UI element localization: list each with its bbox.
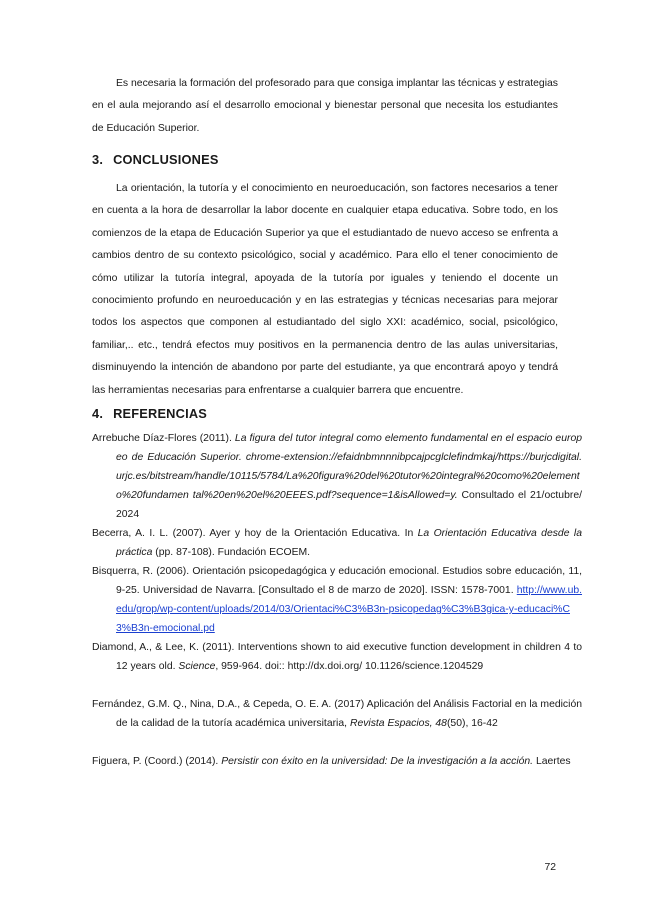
ref-diamond-text: Diamond, A., & Lee, K. (2011). Interventions shown to aid executive function development in children 4 to 12 years old. xyxy=(92,642,582,672)
conclusions-number: 3. xyxy=(92,152,104,167)
ref-arrebuche-title: La figura del tutor integral como elemento fundamental en el espacio europeo de Educación Superior. chrome-extension://efaidnbmnnnibpcajpcglclefindmkaj/https://burjcdigital.urjc.es/bitstream/handle/10115/5784/La%20figura%20del%20tutor%20integral%20como%20elemento%20fundamen tal%20en%20el%20EEES.pdf?sequence=1&isAllowed=y. xyxy=(116,433,583,501)
ref-becerra-pages: (pp. 87-108). Fundación ECOEM. xyxy=(155,547,311,558)
page-number: 72 xyxy=(544,862,556,873)
ref-diamond-journal: Science xyxy=(178,661,216,672)
reference-diamond xyxy=(92,638,582,676)
ref-diamond-doi: , 959-964. doi:: http://dx.doi.org/ 10.1126/science.1204529 xyxy=(215,661,484,672)
conclusions-heading xyxy=(92,152,219,167)
references-number: 4. xyxy=(92,406,104,421)
ref-bisquerra-text: Bisquerra, R. (2006). Orientación psicopedagógica y educación emocional. Estudios sobre educación, 11, 9-25. Universidad de Navarra. [Consultado el 8 de marzo de 2020]. ISSN: 1578-7001. xyxy=(92,566,582,596)
references-heading xyxy=(92,406,207,421)
ref-figuera-text: Figuera, P. (Coord.) (2014). xyxy=(92,756,219,767)
references-title: REFERENCIAS xyxy=(113,406,207,421)
conclusions-title: CONCLUSIONES xyxy=(113,152,219,167)
reference-becerra xyxy=(92,524,582,562)
ref-bisquerra-link[interactable]: http://www.ub.edu/grop/wp-content/uploads/2014/03/Orientaci%C3%B3n-psicopedag%C3%B3gica-y-educaci%C3%B3n-emocional.pd xyxy=(116,585,583,634)
intro-paragraph: Es necesaria la formación del profesorado para que consiga implantar las técnicas y estrategias en el aula mejorando así el desarrollo emocional y bienestar personal que necesita los estudiantes de Educación Superior. xyxy=(92,78,558,134)
ref-fernandez-journal: Revista Espacios, 48 xyxy=(349,718,447,729)
reference-bisquerra xyxy=(92,562,582,638)
ref-becerra-book: La Orientación Educativa desde la práctica xyxy=(116,528,582,558)
reference-arrebuche xyxy=(92,429,582,524)
reference-figuera xyxy=(92,752,582,771)
ref-becerra-text: Becerra, A. I. L. (2007). Ayer y hoy de la Orientación Educativa. In xyxy=(92,528,414,539)
ref-figuera-publisher: Laertes xyxy=(535,756,571,767)
ref-fernandez-pages: (50), 16-42 xyxy=(446,718,498,729)
ref-fernandez-text: Fernández, G.M. Q., Nina, D.A., & Cepeda, O. E. A. (2017) Aplicación del Análisis Factorial en la medición de la calidad de la tutoría académica universitaria, xyxy=(92,699,582,729)
ref-figuera-title: Persistir con éxito en la universidad: De la investigación a la acción. xyxy=(221,756,534,767)
ref-arrebuche-authors: Arrebuche Díaz-Flores (2011). xyxy=(92,433,232,444)
conclusions-paragraph: La orientación, la tutoría y el conocimiento en neuroeducación, son factores necesarios a tener en cuenta a la hora de desarrollar la labor docente en cualquier etapa educativa. Sobre todo, en los comienzos de la etapa de Educación Superior ya que el estudiantado de nuevo acceso se enfrenta a cambios dentro de su contexto psicológico, social y académico. Para ello el tener conocimiento de cómo utilizar la tutoría integral, apoyada de la tutoría por iguales y teniendo el docente un conocimiento profundo en neuroeducación y en las estrategias y técnicas necesarias para mejorar todos los aspectos que componen al estudiantado del siglo XXI: académico, social, psicológico, familiar,.. etc., tendrá efectos muy positivos en la permanencia dentro de las aulas universitarias, disminuyendo la intención de abandono por parte del estudiante, ya que encontrará apoyo y tendrá las herramientas necesarias para enfrentarse a cualquier barrera que encuentre. xyxy=(92,183,558,396)
reference-fernandez xyxy=(92,695,582,733)
ref-arrebuche-consulted: Consultado el 21/octubre/2024 xyxy=(116,490,582,520)
